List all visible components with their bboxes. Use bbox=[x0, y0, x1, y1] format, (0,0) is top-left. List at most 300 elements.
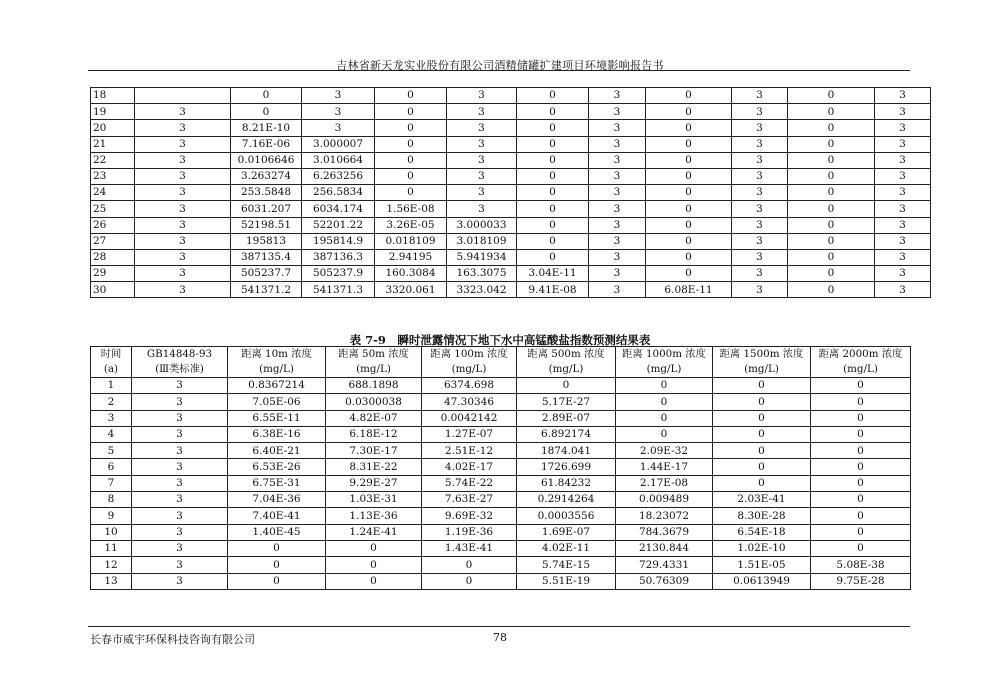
table-cell: 0 bbox=[231, 104, 302, 120]
table-cell: 0.0300038 bbox=[326, 394, 422, 410]
table-cell: 3 bbox=[732, 266, 788, 282]
table-cell: 18 bbox=[91, 88, 135, 104]
table-cell: 52198.51 bbox=[231, 217, 302, 233]
table-cell: 11 bbox=[91, 540, 132, 556]
table-cell: 195813 bbox=[231, 233, 302, 249]
table-cell: 3 bbox=[589, 120, 646, 136]
table-cell: 0 bbox=[517, 136, 589, 152]
table-row bbox=[91, 168, 931, 184]
table-cell: 7 bbox=[91, 475, 132, 491]
table-cell: 3 bbox=[589, 266, 646, 282]
table-row bbox=[91, 282, 931, 298]
table-cell: 18.23072 bbox=[616, 508, 713, 524]
table-cell: 3 bbox=[875, 168, 931, 184]
table-cell: 9.41E-08 bbox=[517, 282, 589, 298]
table-cell: 1 bbox=[91, 378, 132, 394]
table-row bbox=[91, 475, 911, 491]
table-cell: 0 bbox=[788, 168, 875, 184]
table-cell: 0 bbox=[375, 104, 447, 120]
table-cell: 0 bbox=[788, 120, 875, 136]
table-cell: 27 bbox=[91, 233, 135, 249]
table-cell: 5 bbox=[91, 443, 132, 459]
table-cell: 0.0106646 bbox=[231, 152, 302, 168]
table-cell: 30 bbox=[91, 282, 135, 298]
table-cell: 3 bbox=[135, 152, 231, 168]
table-cell: 0 bbox=[517, 88, 589, 104]
table-cell: 3 bbox=[132, 524, 228, 540]
table-cell: 0 bbox=[375, 152, 447, 168]
table-cell: 0 bbox=[811, 492, 911, 508]
table-cell: 3 bbox=[447, 104, 517, 120]
table-row bbox=[91, 394, 911, 410]
table-cell: 729.4331 bbox=[616, 557, 713, 573]
table-cell: 3 bbox=[732, 233, 788, 249]
table-cell: 3 bbox=[589, 282, 646, 298]
table-cell: 3 bbox=[875, 152, 931, 168]
table-cell: 0 bbox=[646, 136, 732, 152]
table-cell: 0 bbox=[326, 573, 422, 589]
table-cell: 0 bbox=[646, 152, 732, 168]
table-cell: 0 bbox=[811, 378, 911, 394]
table-cell: 3.04E-11 bbox=[517, 266, 589, 282]
table-cell: 3.018109 bbox=[447, 233, 517, 249]
table-cell: 0 bbox=[326, 540, 422, 556]
table-cell: 5.17E-27 bbox=[517, 394, 616, 410]
table-cell: 0.8367214 bbox=[228, 378, 326, 394]
table-cell: 1.51E-05 bbox=[713, 557, 811, 573]
table-cell: 3 bbox=[132, 557, 228, 573]
table-cell: 0 bbox=[788, 217, 875, 233]
table-cell: 1.19E-36 bbox=[422, 524, 517, 540]
table-cell: 3 bbox=[132, 410, 228, 426]
table-cell: 23 bbox=[91, 168, 135, 184]
table-cell: 0 bbox=[811, 394, 911, 410]
column-header-line: (mg/L) bbox=[259, 363, 294, 375]
table-cell: 0 bbox=[646, 233, 732, 249]
column-header bbox=[228, 347, 326, 378]
table-cell: 2.09E-32 bbox=[616, 443, 713, 459]
page-number: 78 bbox=[493, 631, 507, 644]
table-cell: 3.010664 bbox=[302, 152, 375, 168]
table-cell: 26 bbox=[91, 217, 135, 233]
table-cell: 6.892174 bbox=[517, 426, 616, 442]
table-cell: 0.2914264 bbox=[517, 492, 616, 508]
table-cell: 3 bbox=[132, 426, 228, 442]
table-cell: 0 bbox=[517, 104, 589, 120]
table-cell: 0.018109 bbox=[375, 233, 447, 249]
table-cell: 3 bbox=[875, 120, 931, 136]
table-cell: 0 bbox=[646, 266, 732, 282]
table-row bbox=[91, 136, 931, 152]
table-cell: 3 bbox=[875, 136, 931, 152]
table-cell: 3 bbox=[135, 282, 231, 298]
table-cell: 2.51E-12 bbox=[422, 443, 517, 459]
table-cell: 3 bbox=[135, 136, 231, 152]
table-cell: 3 bbox=[732, 185, 788, 201]
table-cell: 505237.9 bbox=[302, 266, 375, 282]
table-cell: 0 bbox=[517, 120, 589, 136]
table-cell: 7.30E-17 bbox=[326, 443, 422, 459]
table-cell: 0 bbox=[228, 573, 326, 589]
table-cell: 47.30346 bbox=[422, 394, 517, 410]
table-cell: 0 bbox=[713, 443, 811, 459]
table-cell: 0 bbox=[713, 394, 811, 410]
table-cell: 3 bbox=[875, 217, 931, 233]
table-cell: 3 bbox=[875, 201, 931, 217]
table-cell: 29 bbox=[91, 266, 135, 282]
table-cell: 7.04E-36 bbox=[228, 492, 326, 508]
table-cell: 387135.4 bbox=[231, 249, 302, 265]
table-cell: 0 bbox=[811, 475, 911, 491]
table-cell: 6.75E-31 bbox=[228, 475, 326, 491]
table-cell: 0 bbox=[517, 168, 589, 184]
table-cell: 0 bbox=[422, 573, 517, 589]
table-cell: 3 bbox=[875, 266, 931, 282]
table-cell: 0 bbox=[713, 426, 811, 442]
table-cell: 541371.2 bbox=[231, 282, 302, 298]
page-header-title: 吉林省新天龙实业股份有限公司酒精储罐扩建项目环境影响报告书 bbox=[336, 59, 664, 72]
table-row bbox=[91, 104, 931, 120]
table-cell: 0 bbox=[517, 249, 589, 265]
column-header bbox=[91, 347, 132, 378]
column-header-line: 距离 2000m 浓度 bbox=[818, 348, 903, 360]
column-header bbox=[616, 347, 713, 378]
table-cell: 6.54E-18 bbox=[713, 524, 811, 540]
table-cell: 0 bbox=[788, 201, 875, 217]
table-cell: 3 bbox=[447, 88, 517, 104]
table-cell: 9 bbox=[91, 508, 132, 524]
table-cell: 1.02E-10 bbox=[713, 540, 811, 556]
table-cell: 7.40E-41 bbox=[228, 508, 326, 524]
table-cell: 6.18E-12 bbox=[326, 426, 422, 442]
table-cell: 3 bbox=[447, 168, 517, 184]
table-cell: 1.03E-31 bbox=[326, 492, 422, 508]
table-cell: 3 bbox=[135, 217, 231, 233]
table-cell: 0 bbox=[811, 524, 911, 540]
table-cell: 8.31E-22 bbox=[326, 459, 422, 475]
table-cell: 0 bbox=[788, 249, 875, 265]
table-cell: 253.5848 bbox=[231, 185, 302, 201]
table-cell: 50.76309 bbox=[616, 573, 713, 589]
table-cell: 3 bbox=[589, 136, 646, 152]
table-row bbox=[91, 459, 911, 475]
table-cell: 0 bbox=[375, 185, 447, 201]
table-cell: 0 bbox=[646, 88, 732, 104]
column-header-line: (mg/L) bbox=[646, 363, 682, 375]
table-cell: 3 bbox=[875, 249, 931, 265]
table-cell: 3 bbox=[732, 120, 788, 136]
table-cell: 6.53E-26 bbox=[228, 459, 326, 475]
table-cell: 7.16E-06 bbox=[231, 136, 302, 152]
table-cell: 6034.174 bbox=[302, 201, 375, 217]
column-header-line: (mg/L) bbox=[843, 363, 878, 375]
table-row bbox=[91, 88, 931, 104]
table-cell: 4.02E-11 bbox=[517, 540, 616, 556]
table-cell: 13 bbox=[91, 573, 132, 589]
table-cell: 3 bbox=[135, 185, 231, 201]
table-cell: 6374.698 bbox=[422, 378, 517, 394]
table-cell: 3.000007 bbox=[302, 136, 375, 152]
table-cell: 0 bbox=[788, 88, 875, 104]
table-cell: 3 bbox=[132, 492, 228, 508]
table-cell: 8.30E-28 bbox=[713, 508, 811, 524]
table-cell: 3 bbox=[732, 136, 788, 152]
table-cell bbox=[135, 88, 231, 104]
table-cell: 1.44E-17 bbox=[616, 459, 713, 475]
table-cell: 24 bbox=[91, 185, 135, 201]
table-cell: 9.75E-28 bbox=[811, 573, 911, 589]
table-cell: 3 bbox=[875, 88, 931, 104]
column-header-line: (mg/L) bbox=[451, 363, 487, 375]
table-cell: 3 bbox=[732, 282, 788, 298]
table-cell: 2.17E-08 bbox=[616, 475, 713, 491]
table-cell: 3 bbox=[875, 233, 931, 249]
table-cell: 0 bbox=[646, 217, 732, 233]
table-cell: 7.63E-27 bbox=[422, 492, 517, 508]
table-cell: 0 bbox=[616, 410, 713, 426]
table-cell: 784.3679 bbox=[616, 524, 713, 540]
column-header-line: GB14848-93 bbox=[146, 348, 213, 360]
table-cell: 0 bbox=[646, 185, 732, 201]
table-cell: 3 bbox=[875, 104, 931, 120]
table-row bbox=[91, 410, 911, 426]
table-cell: 0 bbox=[646, 120, 732, 136]
table-cell: 0 bbox=[811, 459, 911, 475]
table-cell: 3 bbox=[589, 233, 646, 249]
table-cell: 195814.9 bbox=[302, 233, 375, 249]
table-cell: 541371.3 bbox=[302, 282, 375, 298]
table-cell: 0 bbox=[788, 185, 875, 201]
table-cell: 0 bbox=[713, 410, 811, 426]
table-cell: 3 bbox=[447, 152, 517, 168]
table-cell: 0 bbox=[811, 508, 911, 524]
table-cell: 0 bbox=[713, 378, 811, 394]
table-cell: 0 bbox=[788, 282, 875, 298]
table-cell: 0 bbox=[326, 557, 422, 573]
table-row bbox=[91, 557, 911, 573]
table-cell: 0 bbox=[422, 557, 517, 573]
table-cell: 0 bbox=[811, 410, 911, 426]
column-header-line: (Ⅲ类标准) bbox=[155, 363, 204, 375]
table-cell: 6.38E-16 bbox=[228, 426, 326, 442]
table-row bbox=[91, 120, 931, 136]
table-cell: 9.69E-32 bbox=[422, 508, 517, 524]
table-row bbox=[91, 524, 911, 540]
table-cell: 0 bbox=[646, 104, 732, 120]
table-cell: 3 bbox=[132, 573, 228, 589]
table-cell: 1726.699 bbox=[517, 459, 616, 475]
table-cell: 0 bbox=[811, 426, 911, 442]
table-cell: 2130.844 bbox=[616, 540, 713, 556]
table-row bbox=[91, 492, 911, 508]
table-cell: 19 bbox=[91, 104, 135, 120]
table-cell: 0 bbox=[646, 249, 732, 265]
table-cell: 0 bbox=[713, 459, 811, 475]
table-cell: 0 bbox=[811, 540, 911, 556]
table-cell: 9.29E-27 bbox=[326, 475, 422, 491]
table-cell: 256.5834 bbox=[302, 185, 375, 201]
table-cell: 3.000033 bbox=[447, 217, 517, 233]
table-cell: 4 bbox=[91, 426, 132, 442]
table-cell: 3 bbox=[132, 443, 228, 459]
table-cell: 6.40E-21 bbox=[228, 443, 326, 459]
table-cell: 2 bbox=[91, 394, 132, 410]
table-cell: 3 bbox=[875, 282, 931, 298]
table-cell: 3 bbox=[875, 185, 931, 201]
table-cell: 0 bbox=[788, 104, 875, 120]
table-cell: 2.89E-07 bbox=[517, 410, 616, 426]
table-cell: 0 bbox=[788, 136, 875, 152]
table-cell: 3 bbox=[302, 88, 375, 104]
table-caption: 表 7-9 瞬时泄露情况下地下水中高锰酸盐指数预测结果表 bbox=[349, 333, 651, 347]
column-header-line: (mg/L) bbox=[356, 363, 391, 375]
table-cell: 28 bbox=[91, 249, 135, 265]
table-cell: 0 bbox=[811, 443, 911, 459]
table-cell: 3 bbox=[132, 459, 228, 475]
table-cell: 1.27E-07 bbox=[422, 426, 517, 442]
column-header bbox=[326, 347, 422, 378]
table-cell: 3 bbox=[135, 201, 231, 217]
table-cell: 5.74E-15 bbox=[517, 557, 616, 573]
table-cell: 3 bbox=[732, 88, 788, 104]
table-cell: 5.51E-19 bbox=[517, 573, 616, 589]
table-cell: 3 bbox=[447, 201, 517, 217]
table-cell: 3 bbox=[135, 104, 231, 120]
footer-divider bbox=[88, 626, 910, 627]
table-cell: 1.24E-41 bbox=[326, 524, 422, 540]
table-cell: 3 bbox=[447, 185, 517, 201]
table-cell: 3 bbox=[447, 120, 517, 136]
table-cell: 3 bbox=[589, 88, 646, 104]
table-cell: 0 bbox=[228, 540, 326, 556]
table-cell: 3 bbox=[135, 233, 231, 249]
table-cell: 6.08E-11 bbox=[646, 282, 732, 298]
table-cell: 0 bbox=[616, 378, 713, 394]
table-cell: 10 bbox=[91, 524, 132, 540]
table-row bbox=[91, 573, 911, 589]
table-row bbox=[91, 217, 931, 233]
table-cell: 25 bbox=[91, 201, 135, 217]
table-cell: 0 bbox=[713, 475, 811, 491]
table-cell: 160.3084 bbox=[375, 266, 447, 282]
table-cell: 387136.3 bbox=[302, 249, 375, 265]
table-cell: 3 bbox=[132, 378, 228, 394]
table-cell: 5.941934 bbox=[447, 249, 517, 265]
table-cell: 4.82E-07 bbox=[326, 410, 422, 426]
footer-company-name: 长春市威宇环保科技咨询有限公司 bbox=[90, 633, 255, 646]
table-row bbox=[91, 378, 911, 394]
table-cell: 0 bbox=[375, 120, 447, 136]
table-cell: 21 bbox=[91, 136, 135, 152]
table-cell: 4.02E-17 bbox=[422, 459, 517, 475]
table-cell: 0 bbox=[375, 168, 447, 184]
table-cell: 8.21E-10 bbox=[231, 120, 302, 136]
column-header-line: 距离 10m 浓度 bbox=[241, 348, 312, 360]
table-cell: 3 bbox=[732, 217, 788, 233]
table-cell: 1.43E-41 bbox=[422, 540, 517, 556]
table-row bbox=[91, 152, 931, 168]
column-header-line: 距离 500m 浓度 bbox=[527, 348, 605, 360]
table-cell: 3 bbox=[132, 475, 228, 491]
table-cell: 0 bbox=[788, 233, 875, 249]
table-row bbox=[91, 443, 911, 459]
column-header-line: 距离 50m 浓度 bbox=[338, 348, 409, 360]
table-row bbox=[91, 266, 931, 282]
table-cell: 3 bbox=[732, 201, 788, 217]
continued-results-table bbox=[90, 87, 931, 298]
table-cell: 3 bbox=[135, 120, 231, 136]
table-cell: 3 bbox=[132, 394, 228, 410]
column-header-line: 距离 1000m 浓度 bbox=[622, 348, 706, 360]
column-header bbox=[132, 347, 228, 378]
table-row bbox=[91, 185, 931, 201]
table-cell: 3 bbox=[589, 152, 646, 168]
table-cell: 6031.207 bbox=[231, 201, 302, 217]
column-header bbox=[713, 347, 811, 378]
table-cell: 0 bbox=[616, 426, 713, 442]
table-cell: 0 bbox=[788, 266, 875, 282]
table-row bbox=[91, 426, 911, 442]
column-header-line: (a) bbox=[103, 363, 119, 375]
table-cell: 0.0042142 bbox=[422, 410, 517, 426]
table-cell: 3 bbox=[135, 168, 231, 184]
column-header-line: 距离 1500m 浓度 bbox=[719, 348, 804, 360]
table-cell: 3 bbox=[589, 168, 646, 184]
column-header bbox=[811, 347, 911, 378]
table-cell: 8 bbox=[91, 492, 132, 508]
column-header bbox=[517, 347, 616, 378]
table-cell: 6 bbox=[91, 459, 132, 475]
table-cell: 6.263256 bbox=[302, 168, 375, 184]
table-cell: 3 bbox=[132, 508, 228, 524]
table-cell: 12 bbox=[91, 557, 132, 573]
column-header bbox=[422, 347, 517, 378]
table-cell: 3 bbox=[589, 104, 646, 120]
table-cell: 0 bbox=[517, 378, 616, 394]
table-row bbox=[91, 508, 911, 524]
table-cell: 3.263274 bbox=[231, 168, 302, 184]
column-header-line: (mg/L) bbox=[744, 363, 779, 375]
table-cell: 61.84232 bbox=[517, 475, 616, 491]
table-cell: 3320.061 bbox=[375, 282, 447, 298]
table-cell: 3 bbox=[135, 249, 231, 265]
table-cell: 0.0003556 bbox=[517, 508, 616, 524]
table-row bbox=[91, 540, 911, 556]
table-cell: 0.0613949 bbox=[713, 573, 811, 589]
permanganate-prediction-table bbox=[90, 346, 911, 590]
table-row bbox=[91, 233, 931, 249]
table-cell: 0 bbox=[517, 217, 589, 233]
table-cell: 0 bbox=[231, 88, 302, 104]
table-cell: 0 bbox=[788, 152, 875, 168]
table-cell: 3 bbox=[302, 104, 375, 120]
table-cell: 3 bbox=[732, 168, 788, 184]
table-cell: 3 bbox=[135, 266, 231, 282]
table-cell: 163.3075 bbox=[447, 266, 517, 282]
table-cell: 0 bbox=[517, 201, 589, 217]
table-cell: 5.08E-38 bbox=[811, 557, 911, 573]
table-cell: 688.1898 bbox=[326, 378, 422, 394]
table-cell: 22 bbox=[91, 152, 135, 168]
table-cell: 1874.041 bbox=[517, 443, 616, 459]
table-cell: 3.26E-05 bbox=[375, 217, 447, 233]
column-header-line: 距离 100m 浓度 bbox=[430, 348, 508, 360]
table-cell: 3 bbox=[589, 249, 646, 265]
table-cell: 1.40E-45 bbox=[228, 524, 326, 540]
table-row bbox=[91, 249, 931, 265]
table-cell: 3 bbox=[302, 120, 375, 136]
table-cell: 0 bbox=[616, 394, 713, 410]
